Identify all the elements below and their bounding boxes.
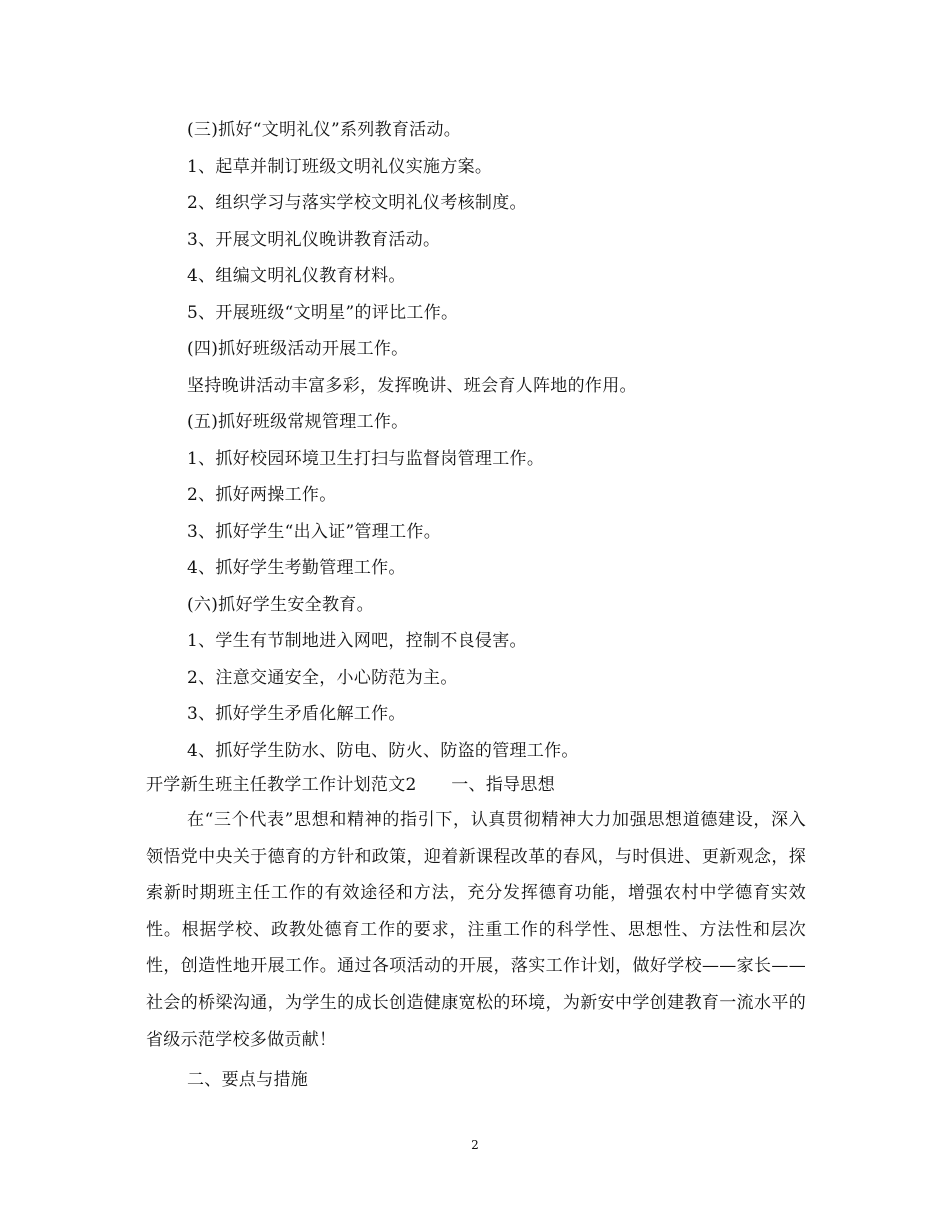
- subheading: 二、要点与措施: [187, 1070, 309, 1090]
- list-item: 3、抓好学生矛盾化解工作。: [187, 704, 406, 724]
- list-item: 4、抓好学生防水、防电、防火、防盗的管理工作。: [187, 741, 579, 761]
- list-item: 3、开展文明礼仪晚讲教育活动。: [187, 230, 441, 250]
- body-text: 坚持晚讲活动丰富多彩，发挥晚讲、班会育人阵地的作用。: [187, 376, 637, 396]
- list-item: 4、抓好学生考勤管理工作。: [187, 558, 406, 578]
- section-heading-3: (三)抓好“文明礼仪”系列教育活动。: [187, 120, 462, 140]
- article-heading: 开学新生班主任教学工作计划范文2 一、指导思想: [146, 775, 556, 795]
- list-item: 2、组织学习与落实学校文明礼仪考核制度。: [187, 193, 527, 213]
- page-number: 2: [471, 1138, 479, 1152]
- section-heading-4: (四)抓好班级活动开展工作。: [187, 339, 409, 359]
- list-item: 1、学生有节制地进入网吧，控制不良侵害。: [187, 631, 527, 651]
- list-item: 1、抓好校园环境卫生打扫与监督岗管理工作。: [187, 449, 545, 469]
- list-item: 2、注意交通安全，小心防范为主。: [187, 668, 458, 688]
- list-item: 4、组编文明礼仪教育材料。: [187, 266, 406, 286]
- list-item: 5、开展班级“文明星”的评比工作。: [187, 303, 459, 323]
- body-paragraph: 在“三个代表”思想和精神的指引下，认真贯彻精神大力加强思想道德建设，深入领悟党中央关于德育的方针和政策，迎着新课程改革的春风，与时俱进、更新观念，探索新时期班主任工作的有效途径和方法，充分发挥德育功能，增强农村中学德育实效性。根据学校、政教处德育工作的要求，注重工作的科学性、思想性、方法性和层次性，创造性地开展工作。通过各项活动的开展，落实工作计划，做好学校——家长——社会的桥梁沟通，为学生的成长创造健康宽松的环境，为新安中学创建教育一流水平的省级示范学校多做贡献！: [146, 810, 806, 1050]
- section-heading-5: (五)抓好班级常规管理工作。: [187, 412, 409, 432]
- list-item: 3、抓好学生“出入证”管理工作。: [187, 522, 441, 542]
- list-item: 2、抓好两操工作。: [187, 485, 337, 505]
- section-heading-6: (六)抓好学生安全教育。: [187, 595, 374, 615]
- list-item: 1、起草并制订班级文明礼仪实施方案。: [187, 157, 493, 177]
